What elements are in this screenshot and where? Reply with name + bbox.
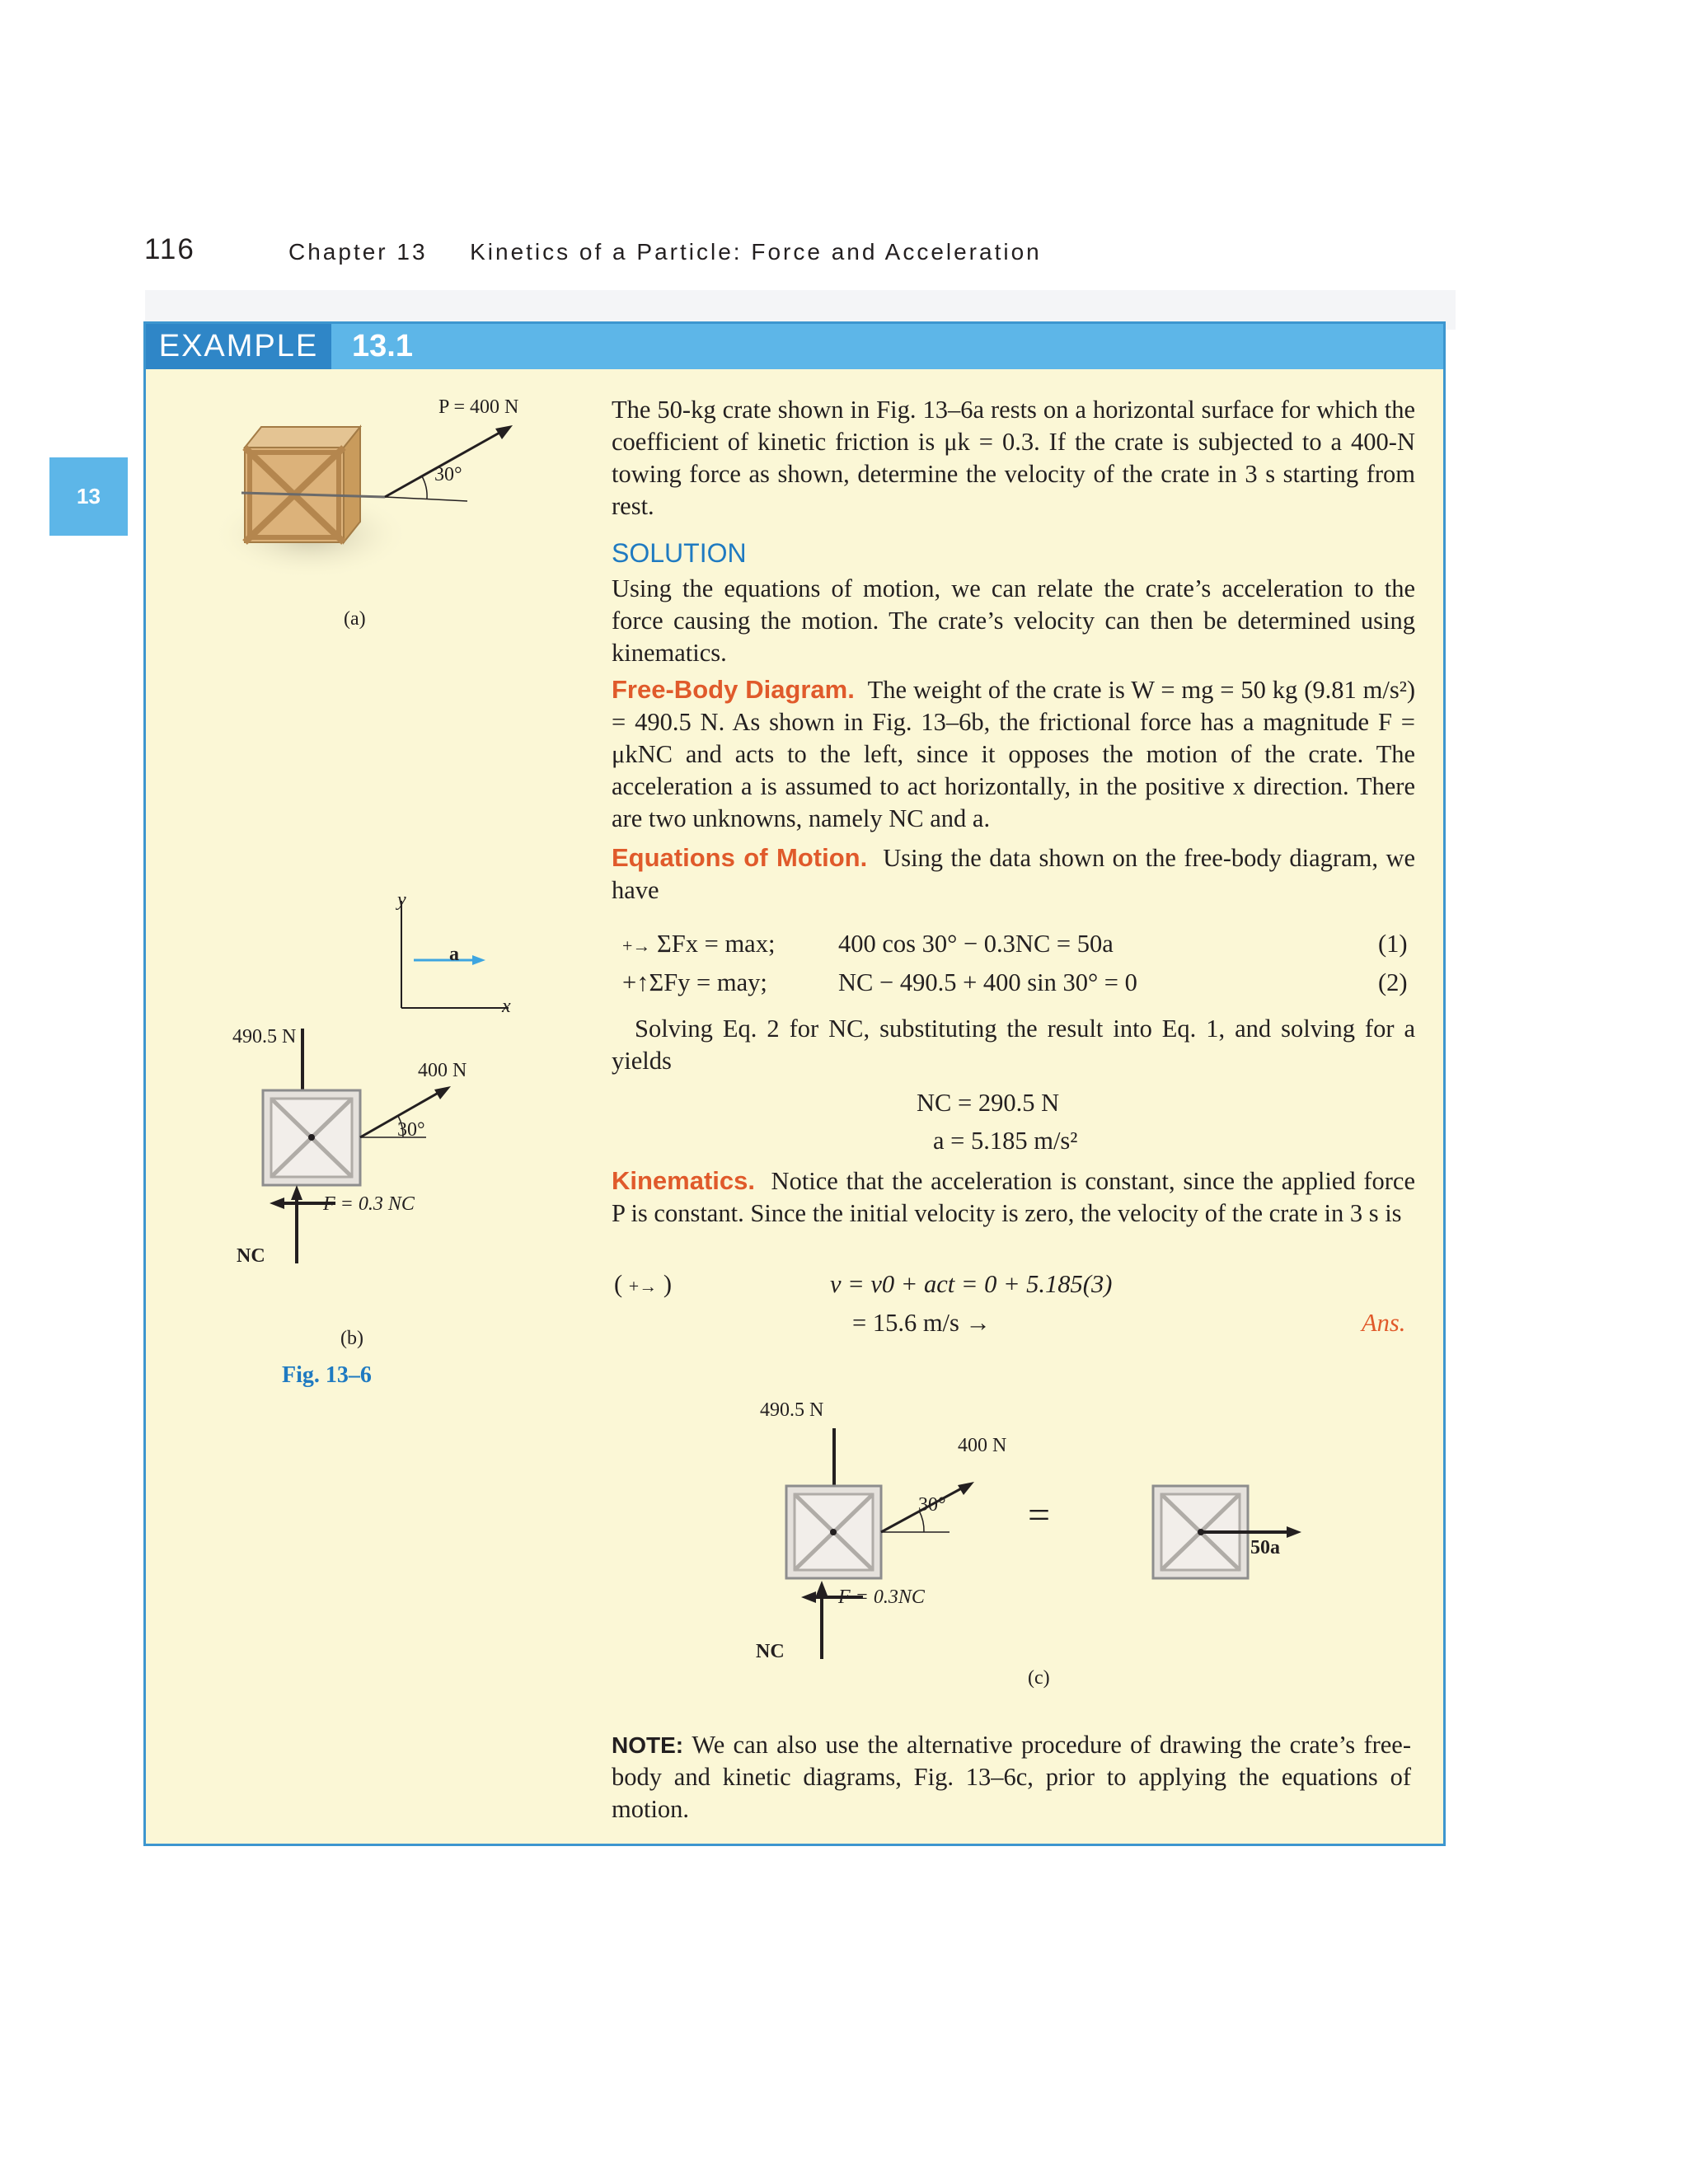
eom-runin-title: Equations of Motion. [612, 843, 868, 872]
kinematics-equation-1: v = v0 + act = 0 + 5.185(3) [830, 1270, 1113, 1298]
example-number: 13.1 [352, 329, 413, 363]
fbd-crate [263, 1090, 360, 1185]
c-fbd-crate [786, 1486, 881, 1578]
solve-paragraph: Solving Eq. 2 for NC, substituting the result into Eq. 1, and solving for a yields [612, 1015, 1415, 1075]
answer-marker: Ans. [1362, 1309, 1406, 1337]
figure-b-caption: (b) [340, 1328, 363, 1349]
equation-1-left: +→ ΣFx = max; [622, 930, 776, 958]
fbd-body: The weight of the crate is W = mg = 50 kg (9.81 m/s²) = 490.5 N. As shown in Fig. 13–6b, the frictional force has a magnitude F = μkNC and acts to the left, since it opposes the motion of the crate. The acceleration a is assumed to act horizontally, in the positive x direction. There are two unknowns, namely NC and a. [612, 676, 1416, 832]
figure-b-accel-label: a [449, 944, 459, 965]
figure-a-force-label: P = 400 N [438, 396, 519, 418]
kinematics-sign-convention: ( +→ ) [614, 1270, 673, 1298]
figure-a [195, 394, 542, 600]
chapter-title: Kinetics of a Particle: Force and Acceleration [470, 239, 1042, 265]
example-header-bar [146, 324, 1443, 369]
example-label: EXAMPLE [146, 324, 331, 369]
example-box [143, 321, 1446, 1846]
chapter-side-tab: 13 [49, 457, 128, 536]
note-label: NOTE: [612, 1732, 684, 1758]
equation-1-right: 400 cos 30° − 0.3NC = 50a [838, 930, 1114, 958]
figure-c-normal-label: NC [756, 1641, 785, 1662]
eom-paragraph [612, 841, 1415, 907]
running-head [288, 239, 1042, 265]
figure-label: Fig. 13–6 [282, 1362, 372, 1388]
problem-statement: The 50-kg crate shown in Fig. 13–6a rests on a horizontal surface for which the coefficient of kinetic friction is μk = 0.3. If the crate is subjected to a 400-N towing force as shown, determine the velocity of the crate in 3 s starting from rest. [612, 396, 1415, 520]
equation-2-number: (2) [1378, 968, 1408, 996]
equation-2-right: NC − 490.5 + 400 sin 30° = 0 [838, 968, 1137, 996]
figure-c-kinetic-label: 50a [1250, 1537, 1280, 1558]
kinematics-body: Notice that the acceleration is constant, since the applied force P is constant. Since the initial velocity is zero, the velocity of the crate in 3 s is [612, 1167, 1415, 1227]
note-body: We can also use the alternative procedure of drawing the crate’s free-body and kinetic diagrams, Fig. 13–6c, prior to applying the equations of motion. [612, 1731, 1411, 1823]
page-number: 116 [144, 233, 195, 265]
result-normal-force: NC = 290.5 N [917, 1089, 1060, 1117]
result-acceleration: a = 5.185 m/s² [933, 1127, 1078, 1155]
figure-b-weight-label: 490.5 N [232, 1026, 297, 1047]
figure-a-caption: (a) [344, 608, 366, 630]
eom-body: Using the data shown on the free-body diagram, we have [612, 844, 1416, 904]
figure-b-force-label: 400 N [418, 1060, 467, 1081]
fbd-paragraph [612, 673, 1415, 835]
equation-1-number: (1) [1378, 930, 1408, 958]
note-paragraph [612, 1729, 1411, 1825]
kinematics-runin-title: Kinematics. [612, 1166, 756, 1195]
towing-force-arrow [385, 429, 507, 497]
figure-b-x-axis-label: x [502, 996, 511, 1017]
figure-c-angle-label: 30° [918, 1494, 946, 1516]
figure-c-equals-sign: = [1028, 1493, 1051, 1537]
figure-c-weight-label: 490.5 N [760, 1399, 824, 1421]
figure-b-axes [393, 901, 558, 1024]
figure-b-y-axis-label: y [397, 889, 406, 911]
fbd-runin-title: Free-Body Diagram. [612, 675, 855, 704]
kinematics-paragraph [612, 1165, 1415, 1230]
figure-c [723, 1404, 1316, 1700]
figure-b-angle-label: 30° [397, 1119, 425, 1141]
equation-2-left: +↑ΣFy = may; [622, 968, 767, 996]
kinematics-equation-2: = 15.6 m/s → [852, 1309, 992, 1337]
solution-intro: Using the equations of motion, we can relate the crate’s acceleration to the force causing the motion. The crate’s velocity can then be determined using kinematics. [612, 574, 1415, 667]
figure-c-friction-label: F = 0.3NC [838, 1586, 925, 1608]
solution-heading: SOLUTION [612, 538, 747, 568]
figure-c-force-label: 400 N [958, 1435, 1007, 1456]
figure-b-friction-label: F = 0.3 NC [323, 1193, 415, 1215]
figure-c-caption: (c) [1028, 1667, 1050, 1689]
figure-a-angle-label: 30° [434, 464, 462, 485]
figure-b-normal-label: NC [237, 1245, 265, 1267]
chapter-label: Chapter 13 [288, 239, 428, 265]
